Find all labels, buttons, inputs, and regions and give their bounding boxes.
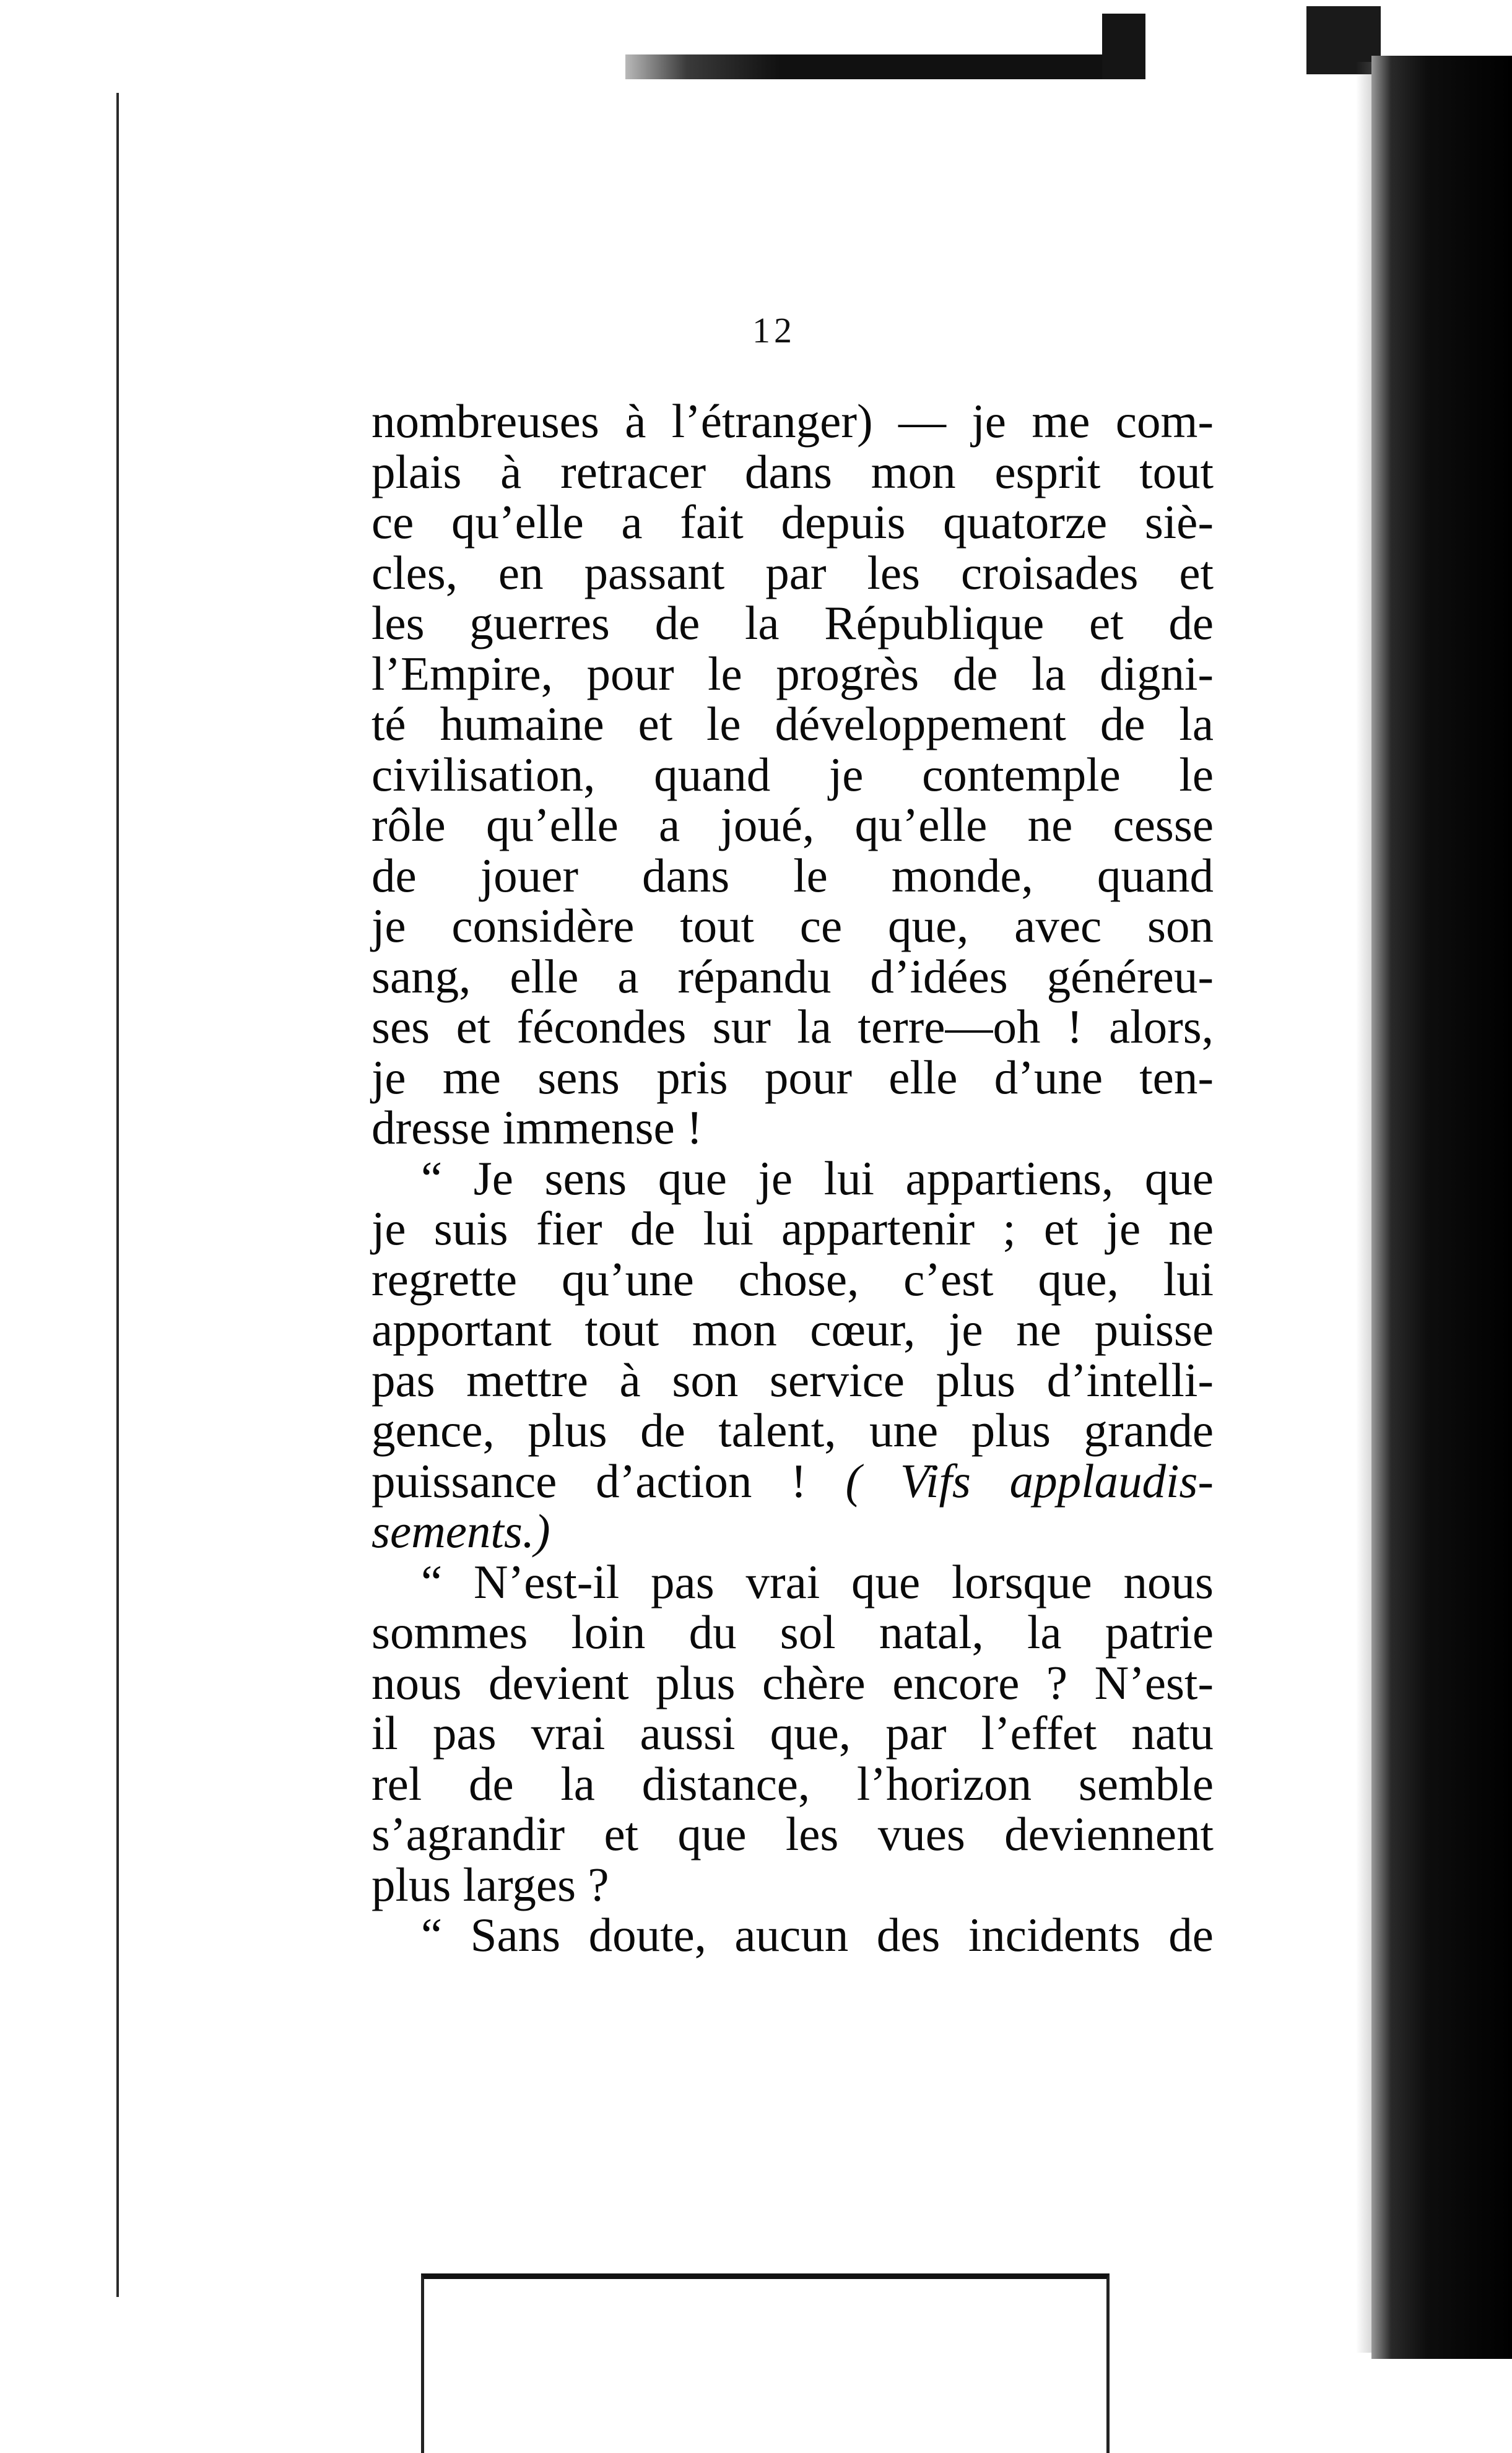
text-line: nous devient plus chère encore ? N’est- [371, 1656, 1214, 1709]
text-line: l’Empire, pour le progrès de la digni- [371, 646, 1214, 700]
text-line: sang, elle a répandu d’idées généreu- [371, 949, 1214, 1003]
text-line: té humaine et le développement de la [371, 697, 1214, 750]
text-line: s’agrandir et que les vues deviennent [371, 1807, 1214, 1860]
text-line: “ Je sens que je lui appartiens, que [421, 1151, 1214, 1205]
text-line: rel de la distance, l’horizon semble [371, 1756, 1214, 1810]
text-line: gence, plus de talent, une plus grande [371, 1404, 1214, 1457]
text-line: ce qu’elle a fait depuis quatorze siè- [371, 495, 1214, 549]
text-line: dresse immense ! [371, 1101, 703, 1154]
scan-top-bar [625, 54, 1139, 79]
text-line: sommes loin du sol natal, la patrie [371, 1605, 1214, 1659]
text-line: “ N’est-il pas vrai que lorsque nous [421, 1555, 1214, 1609]
scan-bottom-frame [421, 2273, 1110, 2453]
text-line: il pas vrai aussi que, par l’effet natu [371, 1706, 1214, 1760]
text-line: apportant tout mon cœur, je ne puisse [371, 1303, 1214, 1356]
text-line: plus larges ? [371, 1857, 609, 1911]
scan-top-bar-end [1102, 14, 1145, 79]
text-line: puissance d’action ! ( Vifs applaudis- [371, 1454, 1214, 1508]
text-line: je suis fier de lui appartenir ; et je ne [371, 1202, 1214, 1255]
text-line: les guerres de la République et de [371, 596, 1214, 649]
text-line: cles, en passant par les croisades et [371, 545, 1214, 599]
text-line: pas mettre à son service plus d’intelli- [371, 1353, 1214, 1407]
page-number: 12 [752, 310, 796, 350]
text-line: plais à retracer dans mon esprit tout [371, 445, 1214, 498]
text-line: nombreuses à l’étranger) — je me com- [371, 394, 1214, 448]
text-line: je considère tout ce que, avec son [371, 899, 1214, 952]
body-text [371, 396, 1214, 1961]
text-line: “ Sans doute, aucun des incidents de [421, 1908, 1214, 1961]
text-line: je me sens pris pour elle d’une ten- [371, 1050, 1214, 1104]
text-line: regrette qu’une chose, c’est que, lui [371, 1252, 1214, 1306]
scan-left-rule [116, 93, 119, 2297]
text-line: de jouer dans le monde, quand [371, 848, 1214, 902]
scan-right-edge [1371, 56, 1512, 2359]
text-line: rôle qu’elle a joué, qu’elle ne cesse [371, 798, 1214, 851]
text-line: ses et fécondes sur la terre—oh ! alors, [371, 1000, 1214, 1053]
text-line: civilisation, quand je contemple le [371, 747, 1214, 801]
stage-direction: ( Vifs applaudis- [845, 1454, 1214, 1508]
text-line: sements.) [371, 1504, 550, 1558]
